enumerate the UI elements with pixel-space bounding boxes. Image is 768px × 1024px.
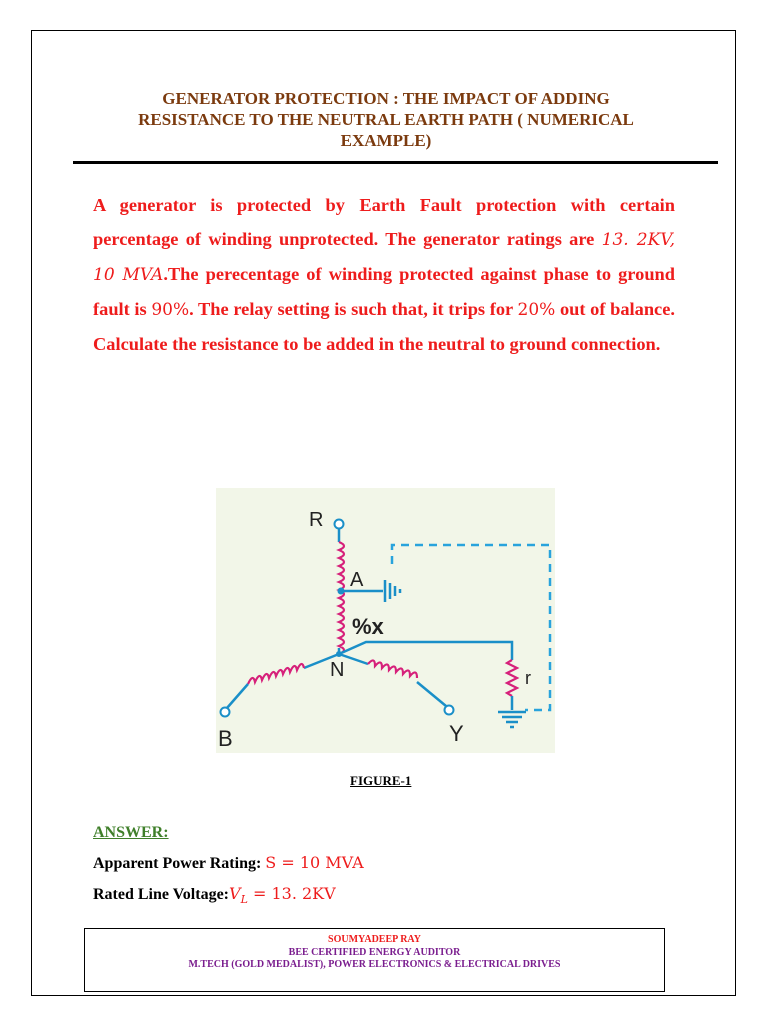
fault-point-a bbox=[338, 588, 345, 595]
author-name: SOUMYADEEP RAY bbox=[328, 934, 421, 945]
label-n: N bbox=[330, 659, 345, 681]
title-line-2: RESISTANCE TO THE NEUTRAL EARTH PATH ( NUMERICAL bbox=[138, 110, 634, 129]
answer-heading: ANSWER: bbox=[93, 824, 169, 841]
label-b: B bbox=[218, 726, 233, 751]
apparent-power-label: Apparent Power Rating: bbox=[93, 855, 266, 872]
r-phase-winding bbox=[339, 542, 344, 654]
figure-caption: FIGURE-1 bbox=[350, 773, 412, 788]
terminal-r bbox=[335, 520, 344, 529]
neutral-ground-icon bbox=[498, 712, 526, 727]
label-r: R bbox=[309, 509, 324, 531]
label-percent-x: %x bbox=[352, 614, 384, 639]
title-divider bbox=[73, 161, 718, 164]
line-voltage-line bbox=[93, 884, 336, 906]
y-phase-winding bbox=[368, 660, 417, 678]
apparent-power-value: S = 10 MVA bbox=[265, 853, 364, 872]
author-certification: BEE CERTIFIED ENERGY AUDITOR bbox=[288, 946, 461, 958]
y-lead-wire bbox=[417, 682, 446, 706]
generator-neutral-diagram bbox=[216, 488, 555, 753]
figure-1-diagram bbox=[216, 488, 555, 753]
label-a: A bbox=[350, 569, 364, 591]
problem-text-2: .The perecentage of winding protected against phase to ground fault is bbox=[93, 264, 676, 319]
neutral-to-resistor-wire bbox=[339, 642, 512, 660]
title-line-1: GENERATOR PROTECTION : THE IMPACT OF ADDING bbox=[162, 89, 610, 108]
document-title bbox=[80, 88, 692, 151]
neutral-resistor-icon bbox=[507, 660, 517, 696]
apparent-power-line bbox=[93, 853, 364, 873]
problem-text-1: A generator is protected by Earth Fault protection with certain percentage of winding unprotected. The generator ratings are bbox=[93, 195, 675, 249]
problem-text-3: . The relay setting is such that, it trips for bbox=[189, 299, 518, 319]
b-phase-winding bbox=[248, 664, 304, 684]
line-voltage-symbol: V bbox=[229, 884, 241, 903]
author-footer bbox=[84, 928, 665, 992]
rating-value: 13. 2KV, 10 MVA bbox=[93, 230, 675, 285]
title-line-3: EXAMPLE) bbox=[340, 131, 432, 150]
fault-ground-icon bbox=[385, 580, 400, 602]
terminal-y bbox=[445, 706, 454, 715]
problem-text-4: out of balance. Calculate the resistance to be added in the neutral to ground connection. bbox=[93, 299, 675, 354]
terminal-b bbox=[221, 708, 230, 717]
trip-percentage: 20% bbox=[517, 300, 556, 320]
author-degree: M.TECH (GOLD MEDALIST), POWER ELECTRONICS & ELECTRICAL DRIVES bbox=[188, 959, 561, 970]
label-y: Y bbox=[449, 721, 464, 746]
line-voltage-subscript: L bbox=[240, 893, 248, 907]
label-r-resistor: r bbox=[525, 668, 531, 688]
line-voltage-value: = 13. 2KV bbox=[247, 884, 336, 903]
protected-percentage: 90% bbox=[151, 300, 190, 320]
problem-statement bbox=[93, 188, 675, 361]
line-voltage-label: Rated Line Voltage: bbox=[93, 886, 229, 903]
b-lead-wire bbox=[227, 684, 248, 708]
